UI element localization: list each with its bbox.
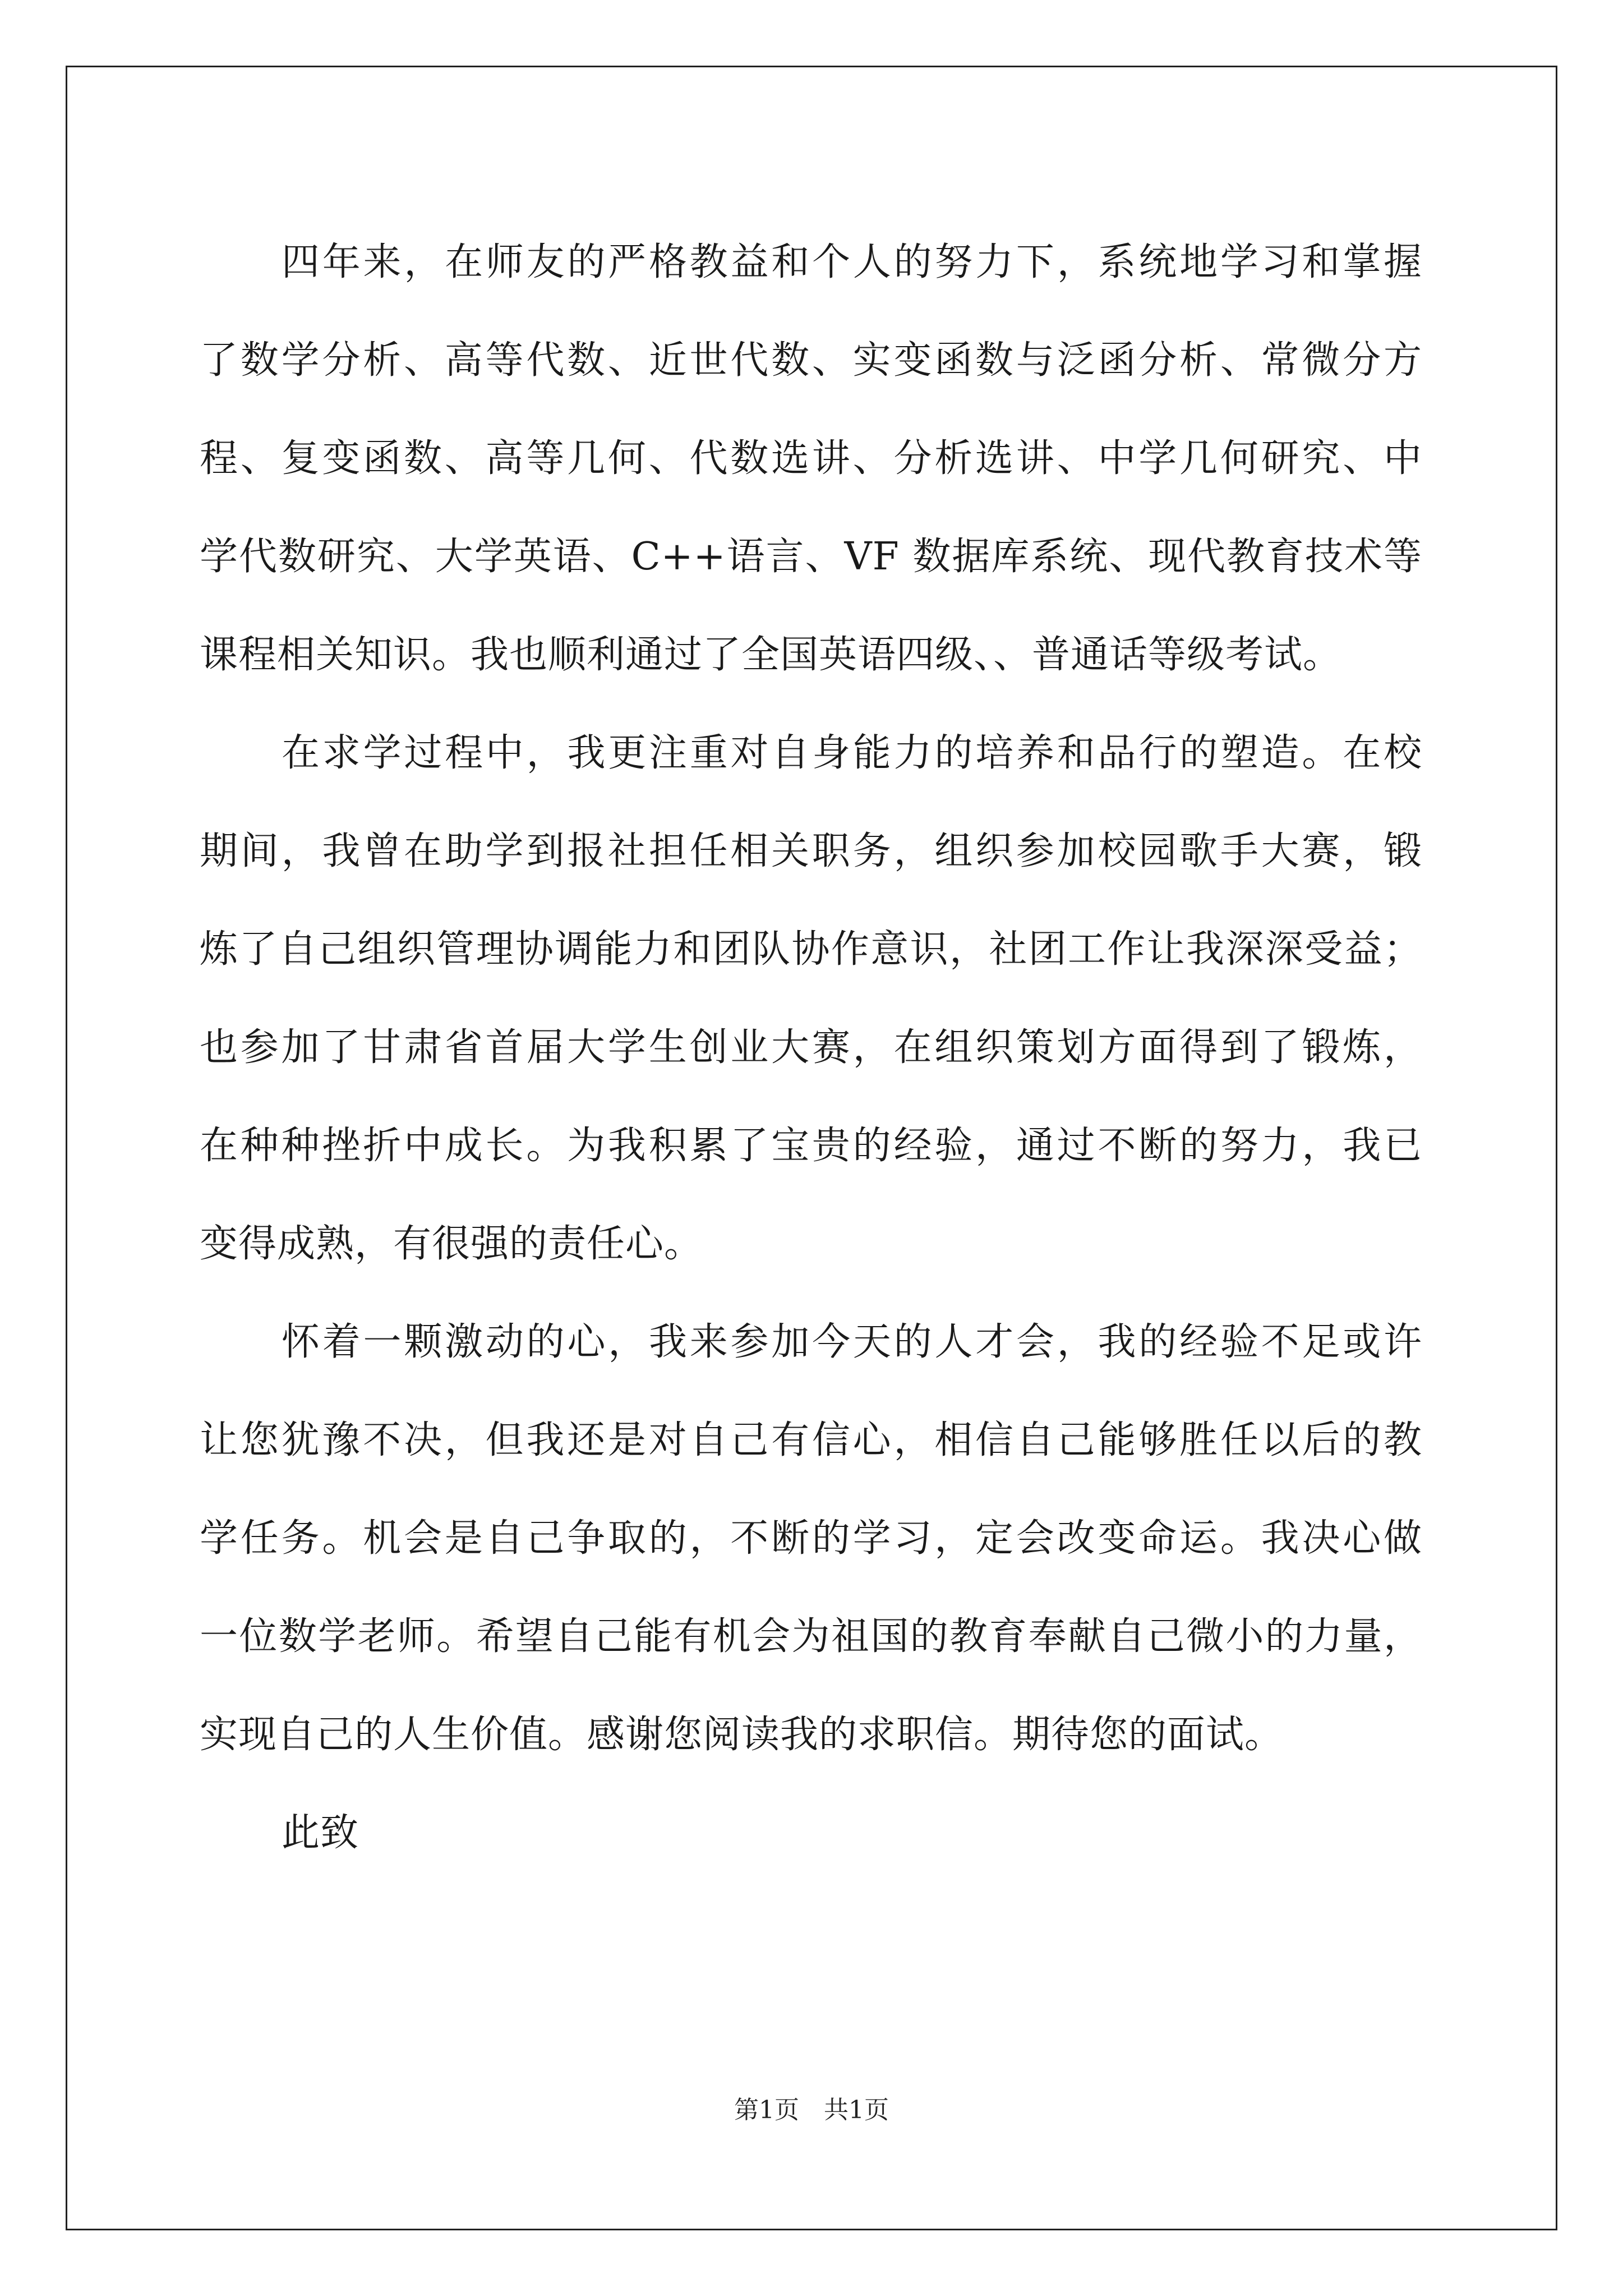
paragraph-line: 期间，我曾在助学到报社担任相关职务，组织参加校园歌手大赛，锻 bbox=[200, 829, 1422, 873]
paragraph-line: 一位数学老师。希望自己能有机会为祖国的教育奉献自己微小的力量， bbox=[200, 1614, 1422, 1659]
paragraph-line: 四年来，在师友的严格教益和个人的努力下，系统地学习和掌握 bbox=[282, 240, 1422, 284]
closing-salutation bbox=[200, 1784, 1422, 1882]
paragraph-1 bbox=[200, 213, 1422, 704]
paragraph-line: 程、复变函数、高等几何、代数选讲、分析选讲、中学几何研究、中 bbox=[200, 436, 1422, 481]
paragraph-line: 学代数研究、大学英语、C++语言、VF 数据库系统、现代教育技术等 bbox=[200, 535, 1422, 579]
paragraph-3 bbox=[200, 1293, 1422, 1784]
paragraph-line: 课程相关知识。我也顺利通过了全国英语四级、、普通话等级考试。 bbox=[200, 633, 1342, 677]
paragraph-line: 让您犹豫不决，但我还是对自己有信心，相信自己能够胜任以后的教 bbox=[200, 1418, 1422, 1462]
paragraph-line: 也参加了甘肃省首届大学生创业大赛，在组织策划方面得到了锻炼， bbox=[200, 1025, 1422, 1070]
paragraph-2 bbox=[200, 704, 1422, 1293]
paragraph-line: 在种种挫折中成长。为我积累了宝贵的经验，通过不断的努力，我已 bbox=[200, 1124, 1422, 1168]
paragraph-line: 变得成熟，有很强的责任心。 bbox=[200, 1222, 703, 1266]
paragraph-line: 怀着一颗激动的心，我来参加今天的人才会，我的经验不足或许 bbox=[282, 1320, 1422, 1364]
letter-body bbox=[200, 213, 1422, 1882]
paragraph-line: 炼了自己组织管理协调能力和团队协作意识，社团工作让我深深受益； bbox=[200, 927, 1422, 972]
page-number-current: 第1页 bbox=[734, 2096, 799, 2124]
page-number-total: 共1页 bbox=[824, 2096, 889, 2124]
paragraph-line: 此致 bbox=[282, 1811, 359, 1855]
page-footer bbox=[0, 2090, 1623, 2125]
paragraph-line: 实现自己的人生价值。感谢您阅读我的求职信。期待您的面试。 bbox=[200, 1713, 1284, 1757]
paragraph-line: 学任务。机会是自己争取的，不断的学习，定会改变命运。我决心做 bbox=[200, 1516, 1422, 1561]
paragraph-line: 了数学分析、高等代数、近世代数、实变函数与泛函分析、常微分方 bbox=[200, 338, 1422, 383]
paragraph-line: 在求学过程中，我更注重对自身能力的培养和品行的塑造。在校 bbox=[282, 731, 1422, 775]
